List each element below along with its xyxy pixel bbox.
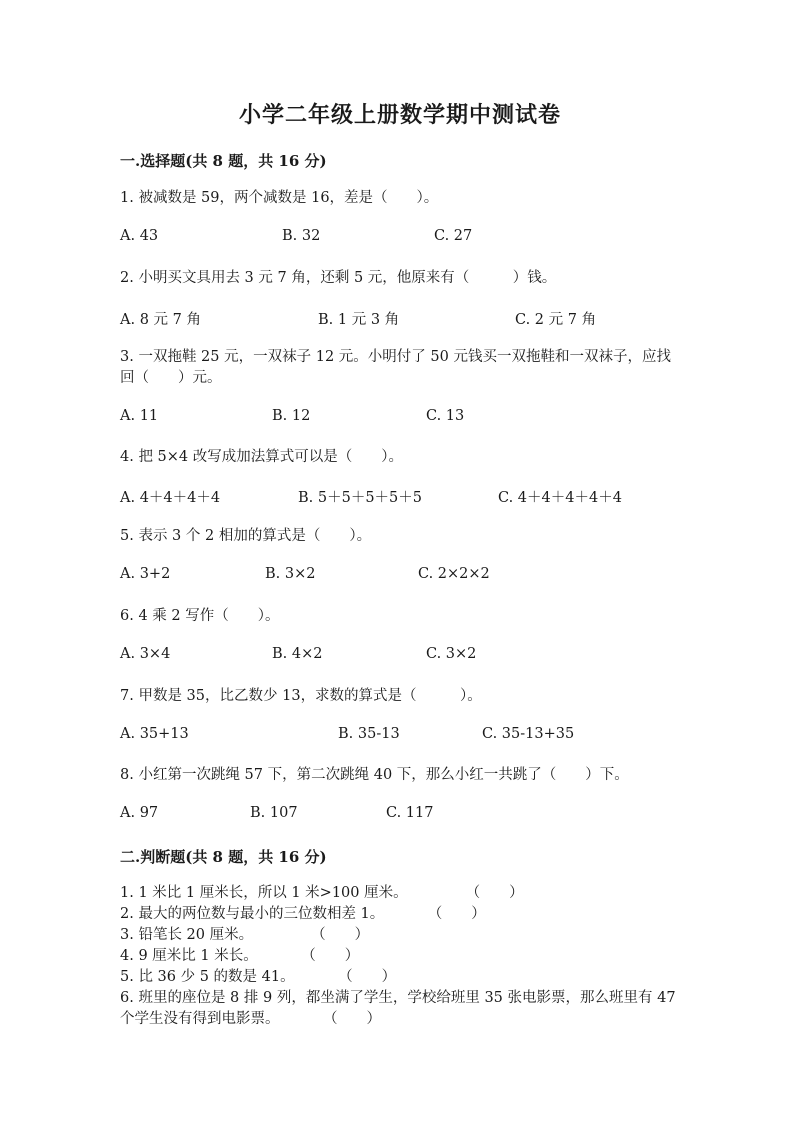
option-a: A. 8 元 7 角 [120,312,201,328]
judge-question-3: 3. 铅笔长 20 厘米。 （ ） [120,927,370,943]
option-a: A. 11 [120,408,159,424]
question-7: 7. 甲数是 35，比乙数少 13，求数的算式是（ ）。 [120,688,482,704]
option-c: C. 2 元 7 角 [515,312,597,328]
judge-question-4: 4. 9 厘米比 1 米长。 （ ） [120,948,360,964]
option-b: B. 12 [272,408,311,424]
question-5: 5. 表示 3 个 2 相加的算式是（ ）。 [120,528,372,544]
options-1 [120,228,720,249]
question-6: 6. 4 乘 2 写作（ ）。 [120,608,280,624]
options-8 [120,805,720,826]
option-a: A. 35+13 [120,726,189,742]
page-title: 小学二年级上册数学期中测试卷 [238,102,561,128]
options-2 [120,308,720,329]
question-8: 8. 小红第一次跳绳 57 下，第二次跳绳 40 下，那么小红一共跳了（ ）下。 [120,767,629,783]
option-c: C. 4＋4＋4＋4＋4 [498,490,622,506]
option-a: A. 97 [120,805,159,821]
question-2: 2. 小明买文具用去 3 元 7 角，还剩 5 元，他原来有（ ）钱。 [120,270,557,286]
options-7 [120,726,720,747]
option-c: C. 27 [434,228,473,244]
judge-question-2: 2. 最大的两位数与最小的三位数相差 1。 （ ） [120,906,486,922]
options-5 [120,566,720,587]
question-1: 1. 被减数是 59，两个减数是 16，差是（ ）。 [120,190,439,206]
judge-question-1: 1. 1 米比 1 厘米长，所以 1 米>100 厘米。 （ ） [120,885,524,901]
option-a: A. 4＋4＋4＋4 [120,490,221,506]
option-b: B. 4×2 [272,646,323,662]
options-4 [120,486,720,507]
option-c: C. 3×2 [426,646,477,662]
question-4: 4. 把 5×4 改写成加法算式可以是（ ）。 [120,449,404,465]
option-b: B. 107 [250,805,298,821]
option-c: C. 13 [426,408,465,424]
question-3: 3. 一双拖鞋 25 元，一双袜子 12 元。小明付了 50 元钱买一双拖鞋和一双袜子，应找回（ ）元。 [120,349,671,386]
option-a: A. 43 [120,228,159,244]
judge-question-5: 5. 比 36 少 5 的数是 41。 （ ） [120,969,397,985]
option-b: B. 3×2 [265,566,316,582]
option-b: B. 5＋5＋5＋5＋5 [298,490,423,506]
section-heading-judge: 二.判断题(共 8 题，共 16 分) [120,848,327,866]
option-b: B. 32 [282,228,321,244]
judge-question-6: 6. 班里的座位是 8 排 9 列，都坐满了学生，学校给班里 35 张电影票，那么班里有 47 个学生没有得到电影票。 （ ） [120,990,676,1027]
section-heading-choice: 一.选择题(共 8 题，共 16 分) [120,152,327,170]
option-a: A. 3×4 [120,646,171,662]
option-b: B. 1 元 3 角 [318,312,400,328]
options-3 [120,408,720,429]
option-c: C. 117 [386,805,434,821]
option-c: C. 2×2×2 [418,566,490,582]
option-a: A. 3+2 [120,566,171,582]
options-6 [120,646,720,667]
option-c: C. 35-13+35 [482,726,575,742]
option-b: B. 35-13 [338,726,400,742]
